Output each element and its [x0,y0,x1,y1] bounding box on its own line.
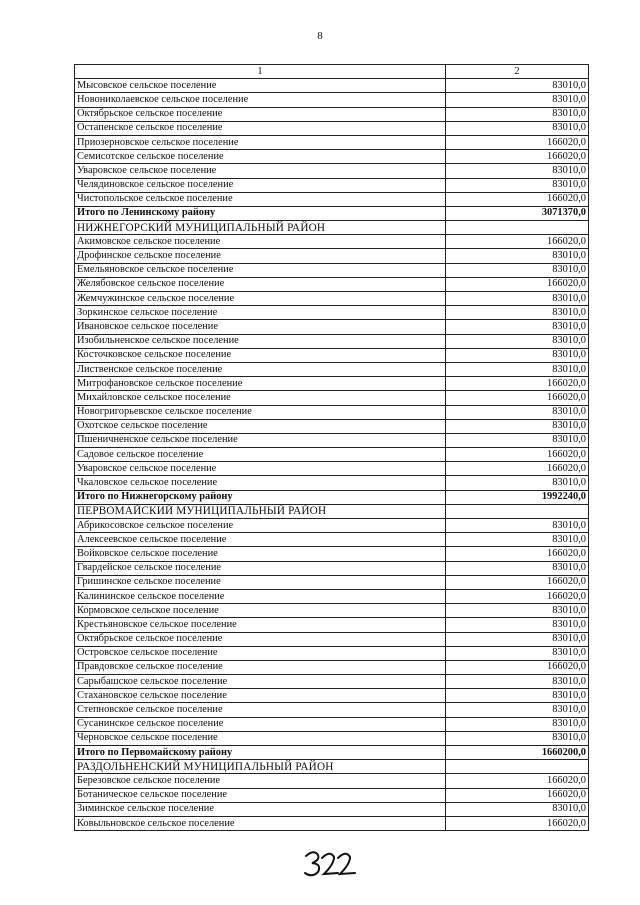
settlement-name: Сусанинское сельское поселение [75,717,446,731]
table-row [75,675,589,689]
settlement-name: Остапенское сельское поселение [75,121,446,135]
settlement-name: Мысовское сельское поселение [75,79,446,93]
amount-cell: 166020,0 [446,589,589,603]
settlement-name: Охотское сельское поселение [75,419,446,433]
table-row [75,348,589,362]
table-header-row [75,65,589,79]
table-row [75,263,589,277]
amount-cell: 83010,0 [446,717,589,731]
table-row [75,519,589,533]
amount-cell: 83010,0 [446,249,589,263]
settlement-name: Митрофановское сельское поселение [75,377,446,391]
amount-cell [446,760,589,774]
amount-cell: 1992240,0 [446,490,589,504]
settlement-name: Зиминское сельское поселение [75,802,446,816]
settlement-name: Черновское сельское поселение [75,731,446,745]
settlement-name: Ивановское сельское поселение [75,320,446,334]
settlement-name: Кормовское сельское поселение [75,604,446,618]
amount-cell: 83010,0 [446,107,589,121]
handwritten-page-number [300,846,360,880]
amount-cell [446,221,589,235]
settlement-name: Октябрьское сельское поселение [75,107,446,121]
amount-cell: 83010,0 [446,646,589,660]
settlement-name: Итого по Нижнегорскому району [75,490,446,504]
amount-cell: 83010,0 [446,348,589,362]
table-row [75,249,589,263]
amount-cell: 166020,0 [446,391,589,405]
amount-cell [446,504,589,518]
amount-cell: 83010,0 [446,632,589,646]
table-row [75,334,589,348]
settlement-name: Островское сельское поселение [75,646,446,660]
table-row [75,561,589,575]
district-name: РАЗДОЛЬНЕНСКИЙ МУНИЦИПАЛЬНЫЙ РАЙОН [75,760,446,774]
total-row [75,490,589,504]
amount-cell: 83010,0 [446,802,589,816]
amount-cell: 166020,0 [446,774,589,788]
table-row [75,547,589,561]
table-row [75,150,589,164]
table-row [75,93,589,107]
settlement-name: Чкаловское сельское поселение [75,476,446,490]
table-row [75,575,589,589]
amount-cell: 83010,0 [446,405,589,419]
settlement-name: Гвардейское сельское поселение [75,561,446,575]
amount-cell: 166020,0 [446,547,589,561]
amount-cell: 83010,0 [446,79,589,93]
table-row [75,774,589,788]
table-row [75,476,589,490]
settlement-name: Уваровское сельское поселение [75,164,446,178]
table-row [75,618,589,632]
table-row [75,433,589,447]
table-row [75,448,589,462]
page-number: 8 [317,30,323,42]
table-row [75,632,589,646]
amount-cell: 166020,0 [446,816,589,830]
settlement-name: Октябрьское сельское поселение [75,632,446,646]
total-row [75,746,589,760]
table-row [75,235,589,249]
district-header-row [75,504,589,518]
amount-cell: 83010,0 [446,533,589,547]
settlement-name: Итого по Первомайскому району [75,746,446,760]
amount-cell: 83010,0 [446,675,589,689]
settlement-name: Акимовское сельское поселение [75,235,446,249]
total-row [75,206,589,220]
amount-cell: 166020,0 [446,135,589,149]
settlement-name: Михайловское сельское поселение [75,391,446,405]
settlement-name: Лиственское сельское поселение [75,362,446,376]
settlement-name: Крестьяновское сельское поселение [75,618,446,632]
amount-cell: 83010,0 [446,703,589,717]
district-name: НИЖНЕГОРСКИЙ МУНИЦИПАЛЬНЫЙ РАЙОН [75,221,446,235]
table-row [75,377,589,391]
settlement-name: Емельяновское сельское поселение [75,263,446,277]
amount-cell: 166020,0 [446,575,589,589]
table-row [75,405,589,419]
settlement-name: Зоркинское сельское поселение [75,306,446,320]
district-name: ПЕРВОМАЙСКИЙ МУНИЦИПАЛЬНЫЙ РАЙОН [75,504,446,518]
amount-cell: 83010,0 [446,306,589,320]
table-row [75,646,589,660]
settlement-name: Абрикосовское сельское поселение [75,519,446,533]
table-row [75,533,589,547]
settlement-name: Новогригорьевское сельское поселение [75,405,446,419]
table-row [75,816,589,830]
settlement-name: Приозерновское сельское поселение [75,135,446,149]
amount-cell: 166020,0 [446,150,589,164]
table-row [75,703,589,717]
table-row [75,802,589,816]
amount-cell: 166020,0 [446,660,589,674]
amount-cell: 83010,0 [446,164,589,178]
settlement-name: Ковыльновское сельское поселение [75,816,446,830]
settlement-name: Жемчужинское сельское поселение [75,292,446,306]
table-row [75,306,589,320]
amount-cell: 83010,0 [446,433,589,447]
amount-cell: 166020,0 [446,788,589,802]
table-row [75,731,589,745]
amount-cell: 83010,0 [446,476,589,490]
amount-cell: 166020,0 [446,277,589,291]
amount-cell: 83010,0 [446,689,589,703]
settlement-name: Чистопольское сельское поселение [75,192,446,206]
amount-cell: 83010,0 [446,121,589,135]
settlement-name: Пшеничненское сельское поселение [75,433,446,447]
settlement-name: Садовое сельское поселение [75,448,446,462]
table-row [75,717,589,731]
amount-cell: 3071370,0 [446,206,589,220]
table-row [75,135,589,149]
settlement-name: Косточковское сельское поселение [75,348,446,362]
amount-cell: 166020,0 [446,235,589,249]
amount-cell: 83010,0 [446,292,589,306]
amount-cell: 83010,0 [446,263,589,277]
table-row [75,178,589,192]
table-row [75,589,589,603]
settlement-name: Ботаническое сельское поселение [75,788,446,802]
amount-cell: 166020,0 [446,448,589,462]
amount-cell: 83010,0 [446,419,589,433]
settlement-name: Березовское сельское поселение [75,774,446,788]
amount-cell: 83010,0 [446,618,589,632]
table-row [75,277,589,291]
amount-cell: 166020,0 [446,377,589,391]
amount-cell: 166020,0 [446,192,589,206]
amount-cell: 83010,0 [446,604,589,618]
settlement-name: Изобильненское сельское поселение [75,334,446,348]
table-row [75,419,589,433]
table-row [75,391,589,405]
table-row [75,79,589,93]
amount-cell: 83010,0 [446,178,589,192]
settlement-name: Правдовское сельское поселение [75,660,446,674]
column-header-2: 2 [446,65,589,79]
table-row [75,320,589,334]
table-row [75,164,589,178]
settlement-name: Уваровское сельское поселение [75,462,446,476]
table-row [75,604,589,618]
settlement-name: Степновское сельское поселение [75,703,446,717]
settlement-name: Алексеевское сельское поселение [75,533,446,547]
settlement-name: Калининское сельское поселение [75,589,446,603]
settlement-name: Стахановское сельское поселение [75,689,446,703]
amount-cell: 83010,0 [446,320,589,334]
table-row [75,107,589,121]
settlement-name: Семисотское сельское поселение [75,150,446,164]
amount-cell: 166020,0 [446,462,589,476]
settlement-name: Итого по Ленинскому району [75,206,446,220]
settlement-name: Желябовское сельское поселение [75,277,446,291]
settlement-name: Новониколаевское сельское поселение [75,93,446,107]
district-header-row [75,221,589,235]
table-row [75,362,589,376]
table-row [75,462,589,476]
settlement-name: Челядиновское сельское поселение [75,178,446,192]
settlement-name: Гришинское сельское поселение [75,575,446,589]
allocation-table [74,64,589,831]
table-row [75,660,589,674]
column-header-1: 1 [75,65,446,79]
settlement-name: Дрофинское сельское поселение [75,249,446,263]
table-row [75,788,589,802]
settlement-name: Сарыбашское сельское поселение [75,675,446,689]
amount-cell: 1660200,0 [446,746,589,760]
table-row [75,689,589,703]
settlement-name: Войковское сельское поселение [75,547,446,561]
table-row [75,192,589,206]
table-row [75,292,589,306]
amount-cell: 83010,0 [446,731,589,745]
amount-cell: 83010,0 [446,362,589,376]
table-row [75,121,589,135]
district-header-row [75,760,589,774]
amount-cell: 83010,0 [446,519,589,533]
amount-cell: 83010,0 [446,93,589,107]
amount-cell: 83010,0 [446,561,589,575]
amount-cell: 83010,0 [446,334,589,348]
